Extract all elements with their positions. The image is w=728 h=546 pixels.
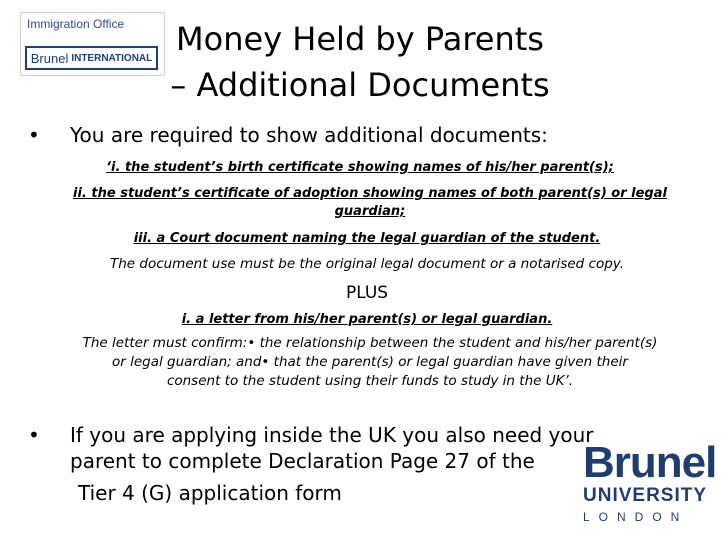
- slide-title: [150, 16, 570, 108]
- confirm-line-1: The letter must confirm:• the relationship between the student and his/her parent(s): [82, 335, 658, 351]
- document-item-1: ‘i. the student’s birth certificate showing names of his/her parent(s);: [106, 160, 614, 175]
- badge-label: Immigration Office: [27, 17, 125, 31]
- title-line-1: Money Held by Parents: [176, 20, 544, 58]
- document-item-3: iii. a Court document naming the legal guardian of the student.: [133, 231, 601, 246]
- confirm-line-3: consent to the student using their funds to study in the UK’.: [166, 373, 574, 389]
- badge-brand-name: Brunel: [30, 50, 69, 66]
- bullet-dot-icon: •: [28, 123, 40, 147]
- badge-brand-suffix: INTERNATIONAL: [71, 52, 153, 64]
- bullet-text: You are required to show additional documents:: [70, 123, 548, 147]
- brunel-university-logo: [583, 438, 717, 525]
- immigration-office-badge: [20, 12, 165, 76]
- bullet-required-documents: [28, 122, 548, 148]
- logo-city: LONDON: [583, 510, 689, 524]
- confirm-line-2: or legal guardian; and• that the parent(s) or legal guardian have given their: [112, 354, 628, 370]
- plus-label: PLUS: [345, 283, 389, 303]
- document-item-2-line-1: ii. the student’s certificate of adoption showing names of both parent(s) or legal: [73, 186, 667, 201]
- document-note: The document use must be the original legal document or a notarised copy.: [109, 256, 625, 272]
- bullet-dot-icon: •: [28, 423, 40, 447]
- brunel-international-logo: [25, 46, 158, 70]
- title-line-2: – Additional Documents: [170, 66, 550, 104]
- document-item-2-line-2: guardian;: [334, 204, 406, 219]
- bullet-text-continued: Tier 4 (G) application form: [78, 481, 342, 505]
- letter-item: i. a letter from his/her parent(s) or legal guardian.: [181, 312, 553, 327]
- logo-university: UNIVERSITY: [583, 485, 708, 506]
- logo-brand: Brunel: [583, 438, 717, 487]
- bullet-text: If you are applying inside the UK you also need your parent to complete Declaration Page 27 of the: [70, 423, 594, 473]
